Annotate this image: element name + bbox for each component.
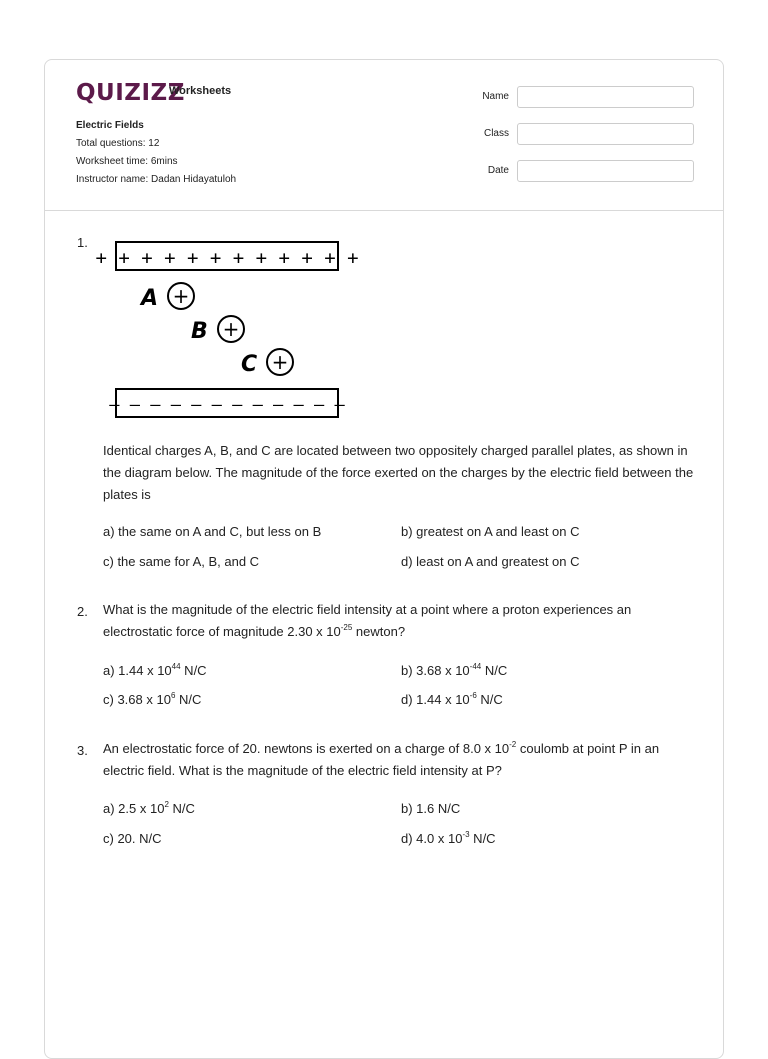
parallel-plates-diagram — [95, 240, 359, 425]
class-label: Class — [483, 128, 509, 139]
option-exponent: -44 — [469, 662, 482, 671]
worksheet-header — [45, 60, 723, 211]
charge-b-sign: + — [222, 317, 240, 341]
class-field[interactable] — [517, 123, 694, 145]
option-unit: N/C — [469, 831, 496, 846]
option-text: b) 1.6 N/C — [401, 801, 461, 816]
worksheet-title: Electric Fields — [76, 120, 144, 131]
question-1-option-d[interactable]: d) least on A and greatest on C — [401, 554, 580, 569]
option-text: a) 2.5 x 10 — [103, 801, 165, 816]
worksheet-time: Worksheet time: 6mins — [76, 156, 178, 167]
question-3-text-main: An electrostatic force of 20. newtons is exerted on a charge of 8.0 x 10 — [103, 741, 510, 756]
question-3-option-b[interactable] — [401, 801, 460, 816]
option-exponent: 2 — [164, 800, 169, 809]
question-1-number: 1. — [77, 235, 88, 250]
option-unit: N/C — [180, 663, 207, 678]
option-exponent: 6 — [170, 691, 176, 700]
question-2-number: 2. — [77, 604, 88, 619]
option-exponent: -3 — [462, 830, 470, 839]
option-text: a) 1.44 x 10 — [103, 663, 172, 678]
question-1-text: Identical charges A, B, and C are located between two oppositely charged parallel plates, as shown in the diagram below. The magnitude of the force exerted on the charges by the electric field between the plates is — [103, 443, 694, 502]
option-unit: N/C — [168, 801, 195, 816]
question-2-text-end: newton? — [352, 624, 406, 639]
question-2-option-d[interactable] — [401, 692, 503, 707]
option-unit: N/C — [481, 663, 508, 678]
total-questions: Total questions: 12 — [76, 138, 160, 149]
question-2-option-a[interactable] — [103, 663, 207, 678]
option-unit: N/C — [175, 692, 202, 707]
charge-a-sign: + — [172, 284, 190, 308]
worksheet-card — [44, 59, 724, 1059]
option-text: c) 20. N/C — [103, 831, 162, 846]
question-2-exponent: -25 — [340, 623, 353, 632]
product-label: Worksheets — [169, 85, 232, 97]
question-3-text — [103, 738, 703, 782]
question-3-option-a[interactable] — [103, 801, 195, 816]
positive-plate-signs: + + + + + + + + + + + + — [95, 247, 359, 269]
question-1-option-c[interactable]: c) the same for A, B, and C — [103, 554, 260, 569]
name-label: Name — [482, 91, 509, 102]
option-text: d) 4.0 x 10 — [401, 831, 463, 846]
question-3-number: 3. — [77, 743, 88, 758]
question-3-option-c[interactable] — [103, 831, 162, 846]
option-text: c) 3.68 x 10 — [103, 692, 171, 707]
question-1-option-a[interactable]: a) the same on A and C, but less on B — [103, 524, 322, 539]
negative-plate-signs: – – – – – – – – – – – – — [109, 395, 345, 415]
option-text: d) 1.44 x 10 — [401, 692, 470, 707]
date-label: Date — [487, 165, 509, 176]
date-field[interactable] — [517, 160, 694, 182]
option-unit: N/C — [476, 692, 503, 707]
question-3-option-d[interactable] — [401, 831, 496, 846]
quizizz-logo: QUIZIZZ — [76, 80, 185, 106]
charge-c-label: C — [241, 352, 258, 377]
question-2-text — [103, 599, 703, 643]
option-exponent: -6 — [469, 691, 477, 700]
name-field[interactable] — [517, 86, 694, 108]
instructor-name: Instructor name: Dadan Hidayatuloh — [76, 174, 237, 185]
option-text: b) 3.68 x 10 — [401, 663, 470, 678]
charge-c-sign: + — [271, 350, 289, 374]
option-exponent: 44 — [171, 662, 181, 671]
question-3-text-end: coulomb at point P in an electric field. What is the magnitude of the electric field intensity at P? — [103, 741, 660, 778]
question-3-exponent: -2 — [509, 740, 517, 749]
question-2-text-main: What is the magnitude of the electric field intensity at a point where a proton experiences an electrostatic force of magnitude 2.30 x 10 — [103, 602, 632, 639]
charge-a-label: A — [141, 286, 159, 311]
question-2-option-c[interactable] — [103, 692, 201, 707]
question-2-option-b[interactable] — [401, 663, 507, 678]
charge-b-label: B — [191, 319, 208, 344]
question-1-option-b[interactable]: b) greatest on A and least on C — [401, 524, 580, 539]
